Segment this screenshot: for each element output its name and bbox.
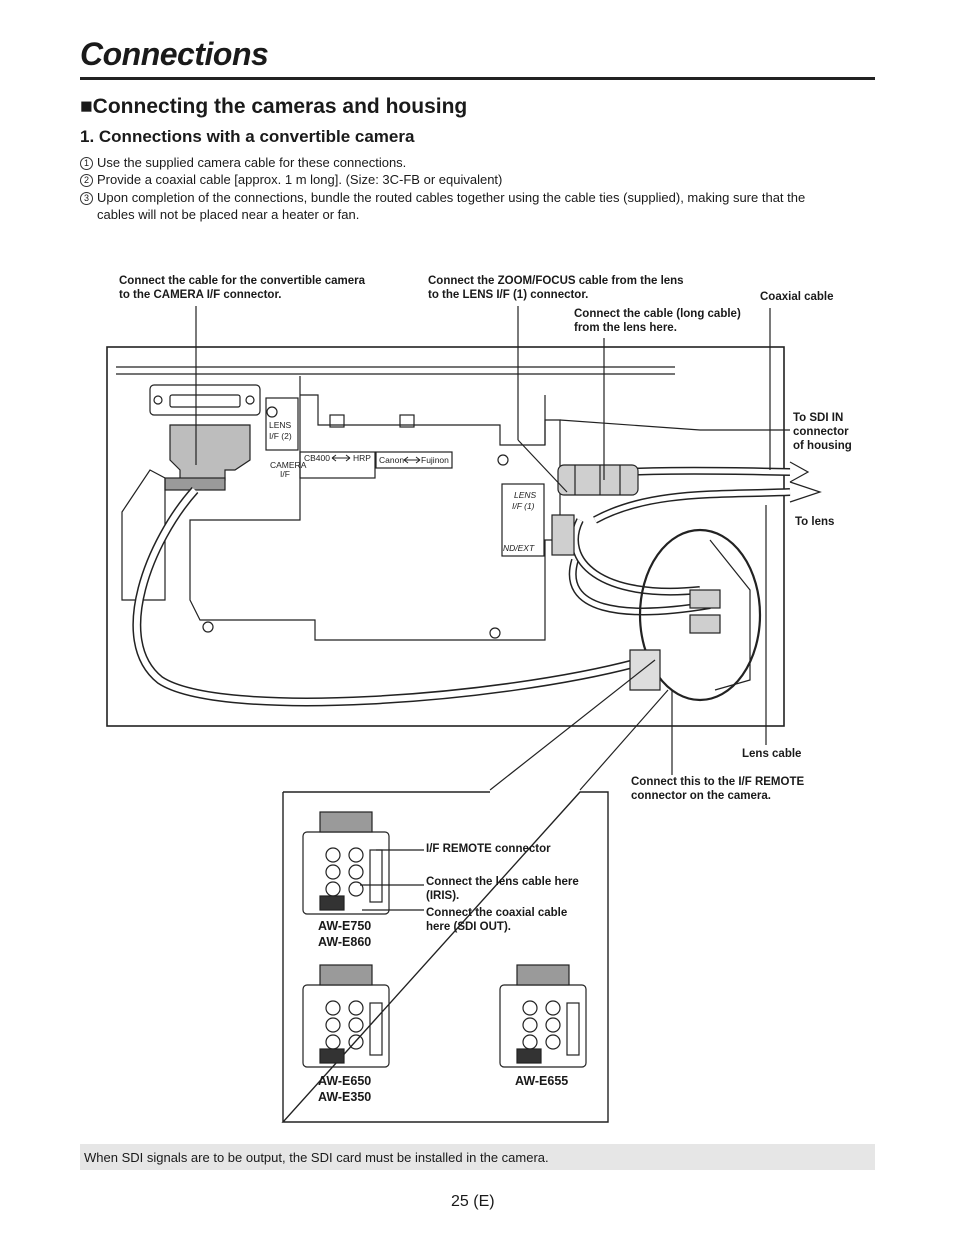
board-label-fujinon: Fujinon xyxy=(421,455,449,465)
callout-line: Connect the ZOOM/FOCUS cable from the lens xyxy=(428,275,684,287)
note-text: When SDI signals are to be output, the SDI card must be installed in the camera. xyxy=(84,1150,549,1165)
board-label-camera-if-b: I/F xyxy=(280,469,290,479)
callout-sdi-in xyxy=(793,411,852,453)
callout-line: connector on the camera. xyxy=(631,790,771,802)
callout-line: to the CAMERA I/F connector. xyxy=(119,289,282,301)
callout-camera-if xyxy=(119,274,365,302)
model-name: AW-E750 xyxy=(318,919,372,933)
page-number: 25 (E) xyxy=(451,1193,495,1210)
board-label-hrp: HRP xyxy=(353,453,371,463)
callout-line: connector xyxy=(793,426,849,438)
callout-line: Connect the cable (long cable) xyxy=(574,308,741,320)
callout-line: to the LENS I/F (1) connector. xyxy=(428,289,589,301)
board-label-lens-if1: LENS xyxy=(514,490,537,500)
lens-connector xyxy=(558,465,638,495)
camera-plug xyxy=(170,425,250,480)
model-name: AW-E650 xyxy=(318,1074,372,1088)
callout-line: of housing xyxy=(793,440,852,452)
page-title: Connections xyxy=(80,36,269,72)
connector-block xyxy=(150,385,260,415)
callout-line: Connect the coaxial cable xyxy=(426,907,568,919)
step-text: Provide a coaxial cable [approx. 1 m long]. (Size: 3C-FB or equivalent) xyxy=(97,172,503,187)
housing-frame xyxy=(107,347,784,726)
double-arrow-icon xyxy=(332,455,350,461)
callout-line: Connect the lens cable here xyxy=(426,876,579,888)
callout-line: Connect the cable for the convertible camera xyxy=(119,275,366,287)
double-arrow-icon xyxy=(404,457,420,463)
callout-line: Connect this to the I/F REMOTE xyxy=(631,776,805,788)
step-text-continued: cables will not be placed near a heater or fan. xyxy=(97,207,360,222)
callout-line: (IRIS). xyxy=(426,890,460,902)
section-heading: ■Connecting the cameras and housing xyxy=(80,95,468,118)
model-name: AW-E860 xyxy=(318,935,372,949)
board-label-cb400: CB400 xyxy=(304,453,330,463)
step-text: Use the supplied camera cable for these connections. xyxy=(97,155,407,170)
callout-long-cable xyxy=(574,307,741,335)
callout-zoom-focus xyxy=(428,274,684,302)
model-label-e655: AW-E655 xyxy=(515,1074,569,1088)
step-number: 2 xyxy=(80,174,93,187)
callout-lens-cable: Lens cable xyxy=(742,748,802,760)
model-label-e650-e350 xyxy=(318,1073,371,1105)
step-text: Upon completion of the connections, bundle the routed cables together using the cable ties (supplied), making sure that the xyxy=(97,190,806,205)
callout-line: here (SDI OUT). xyxy=(426,921,511,933)
callout-if-remote-connector: I/F REMOTE connector xyxy=(426,843,551,855)
callout-iris xyxy=(426,875,579,903)
model-name: AW-E350 xyxy=(318,1090,372,1104)
board-label-canon: Canon xyxy=(379,455,405,465)
sub-heading: 1. Connections with a convertible camera xyxy=(80,127,415,146)
step-number: 3 xyxy=(80,192,93,205)
step-number: 1 xyxy=(80,157,93,170)
board-label-lens-if1-b: I/F (1) xyxy=(512,501,535,511)
board-label-camera-if: CAMERA xyxy=(270,460,307,470)
callout-to-lens: To lens xyxy=(795,516,835,528)
model-label-e750-e860 xyxy=(318,918,371,950)
callout-sdi-out xyxy=(426,906,567,934)
callout-line: To SDI IN xyxy=(793,412,844,424)
board-label-nd-ext: ND/EXT xyxy=(503,543,535,553)
board-label-lens-if2-b: I/F (2) xyxy=(269,431,292,441)
callout-line: from the lens here. xyxy=(574,322,677,334)
callout-if-remote xyxy=(631,775,804,803)
board-label-lens-if2: LENS xyxy=(269,420,292,430)
callout-coaxial: Coaxial cable xyxy=(760,291,834,303)
